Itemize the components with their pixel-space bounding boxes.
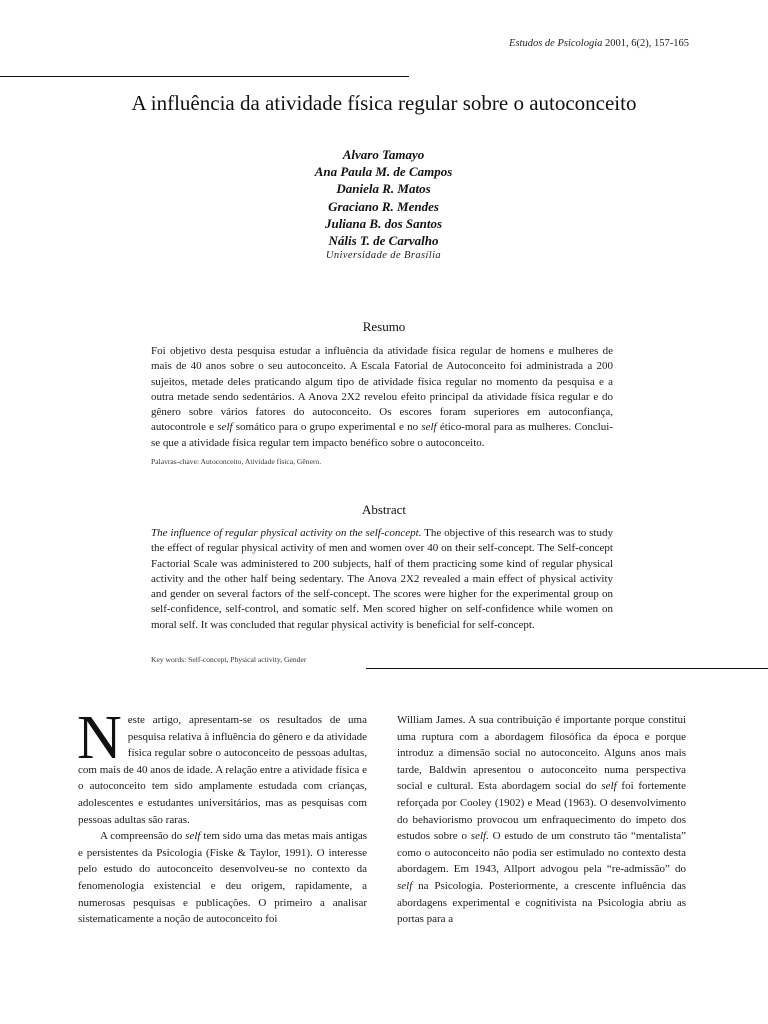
author-name: Ana Paula M. de Campos [314, 164, 453, 180]
affiliation: Universidade de Brasília [325, 250, 442, 261]
body-column-left [77, 704, 367, 928]
author-name: Nális T. de Carvalho [328, 233, 439, 249]
abstract-text: The influence of regular physical activity on the self-concept. The objective of this research was to study the effect of regular physical activity of men and women over 40 on their self-concept. The Self-concept Factorial Scale was administered to 200 subjects, half of them practicing some kind of regular physical activity and the other half being sedentary. The Anova 2X2 revealed a main effect of physical activity and gender on several factors of the self-concept. The scores were higher for the experimental group on self-confidence, self-control, and somatic self. Men scored higher on self-confidence while women on moral self. It was concluded that regular physical activity is beneficial for self-concept. [151, 527, 613, 631]
body-paragraph: Neste artigo, apresentam-se os resultados de uma pesquisa relativa à influência do gênero e da atividade física regular sobre o autoconceito de pessoas adultas, com mais de 40 anos de idade. A relação entre a atividade física e o autoconceito tem sido amplamente estudada com crianças, adolescentes e estudantes universitários, mas as pesquisas com pessoas adultas são raras. [77, 704, 367, 826]
author-name: Alvaro Tamayo [342, 147, 425, 162]
header-rule [0, 76, 409, 77]
author-list [250, 146, 517, 249]
author-name: Graciano R. Mendes [328, 198, 439, 214]
resumo-keywords: Palavras-chave: Autoconceito, Atividade física, Gênero. [151, 457, 322, 466]
abstract-heading: Abstract [361, 502, 407, 517]
abstract-keywords: Key words: Self-concept, Physical activity, Gender [151, 655, 307, 664]
paper-title: A influência da atividade física regular sobre o autoconceito [131, 91, 637, 115]
section-rule [366, 668, 768, 669]
author-name: Juliana B. dos Santos [324, 215, 443, 231]
journal-citation [509, 38, 689, 49]
resumo-text: Foi objetivo desta pesquisa estudar a influência da atividade física regular de homens e mulheres de mais de 40 anos sobre o seu autoconceito. A Escala Fatorial de Autoconceito foi administrada a 200 sujeitos, metade deles praticando algum tipo de atividade física regular no momento da pesquisa e a outra metade sendo sedentários. A Anova 2X2 revelou efeito principal da atividade física regular e do gênero sobre vários fatores do autoconceito. Os escores foram superiores em autoconfiança, autocontrole e self somático para o grupo experimental e no self ético-moral para as mulheres. Conclui-se que a atividade física regular tem impacto benéfico sobre o autoconceito. [151, 345, 613, 449]
journal-name: Estudos de Psicologia [509, 38, 603, 49]
journal-reference: 2001, 6(2), 157-165 [602, 38, 689, 49]
author-name: Daniela R. Matos [336, 181, 431, 197]
body-paragraph: William James. A sua contribuição é importante porque constitui uma ruptura com a abordagem filosófica da época e porque introduz a dimensão social no autoconceito. Alguns anos mais tarde, Baldwin apresentou o autoconceito numa perspectiva social e cultural. Esta abordagem social do self foi fortemente reforçada por Cooley (1902) e Mead (1963). O desenvolvimento do behaviorismo provocou um enfraquecimento do ímpeto dos estudos sobre o self. O estudo de um construto tão “mentalista” como o autoconceito não podia ser estimulado no contexto desta abordagem. Em 1943, Allport advogou pela “re-admissão” do self na Psicologia. Posteriormente, a crescente influência das abordagens experimental e cognitivista na Psicologia abriu as portas para a [397, 714, 687, 926]
body-column-right [397, 712, 686, 928]
resumo-heading: Resumo [362, 319, 406, 334]
drop-cap: N [77, 704, 122, 772]
body-paragraph: A compreensão do self tem sido uma das metas mais antigas e persistentes da Psicologia (Fiske & Taylor, 1991). O interesse pelo estudo do autoconceito desenvolveu-se no contexto da fenomenologia existencial e deu origem, rapidamente, a numerosas pesquisas e publicações. O primeiro a analisar sistematicamente a noção de autoconceito foi [78, 830, 367, 926]
